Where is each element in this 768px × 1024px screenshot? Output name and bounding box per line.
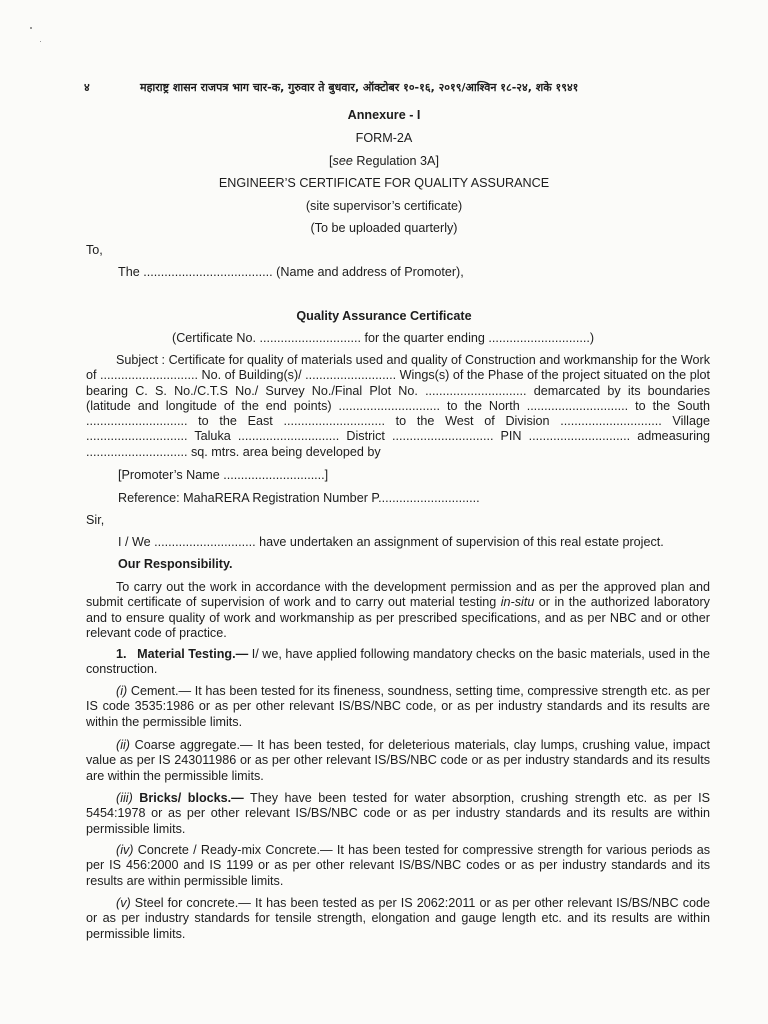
material-item-concrete: [86, 843, 710, 889]
responsibility-text-2: or in the authorized laboratory and to ensure quality of work and workmanship as per prescribed specifications, and as per NBC and or other relevant code of practice.: [86, 595, 710, 640]
assignment-line: I / We ............................. have undertaken an assignment of supervision of this real estate project.: [118, 535, 664, 549]
annexure-title: Annexure - I: [347, 108, 421, 122]
regulation-bracket: [: [329, 154, 333, 168]
item-number: (i): [116, 684, 128, 698]
regulation-text: Regulation 3A]: [352, 154, 439, 168]
item-text: It has been tested for compressive strength for various periods as per IS 456:2000 and IS 1199 or as per other relevant IS/BS/NBC codes or as per industry standards and its results are within permissible limits.: [86, 843, 710, 888]
responsibility-text-1: To carry out the work in accordance with the development permission and as per the approved plan and submit certificate of supervision of work and to carry out material testing: [86, 580, 710, 610]
material-heading: Material Testing.—: [137, 647, 249, 661]
item-text: It has been tested as per IS 2062:2011 or as per other relevant IS/BS/NBC code or as per industry standards for tensile strength, elongation and gauge length etc. and its results are within permissible limits.: [86, 896, 711, 941]
scan-speck: [30, 27, 32, 29]
qa-certificate-title: Quality Assurance Certificate: [296, 309, 472, 323]
gazette-line: महाराष्ट्र शासन राजपत्र भाग चार-क, गुरुवार ते बुधवार, ऑक्टोबर १०-१६, २०१९/आश्विन १८-२४, शके १९४१: [140, 81, 579, 94]
salutation: Sir,: [86, 513, 105, 527]
certificate-subheading: (site supervisor’s certificate): [305, 199, 463, 213]
item-number: (ii): [116, 738, 130, 752]
registration-reference: Reference: MahaRERA Registration Number P.............................: [118, 491, 480, 505]
item-text: They have been tested for water absorption, crushing strength etc. as per IS 5454:1978 or as per other relevant IS/BS/NBC code or as per industry standards and its results are within permissible limits.: [86, 791, 711, 836]
addressee-to: To,: [86, 243, 103, 257]
regulation-reference: [0, 154, 768, 169]
page-number: ४: [84, 81, 90, 94]
form-number: FORM-2A: [355, 131, 413, 145]
item-number: (iii): [116, 791, 133, 805]
subject-paragraph: Subject : Certificate for quality of materials used and quality of Construction and workmanship for the Work of ............................ No. of Building(s)/ .......................... Wings(s) of the Phase of the project situated on the plot bearing C. S. No./C.T.S No./ Survey No./Final Plot No. ............................. demarcated by its boundaries (latitude and longitude of the end points) ............................. to the North ............................. to the South ............................. to the East ............................. to the West of Division ............................. Village ............................. Taluka ............................. District ............................. PIN ............................. admeasuring ............................. sq. mtrs. area being developed by: [86, 353, 710, 459]
item-number: (iv): [116, 843, 134, 857]
material-testing-paragraph: [86, 647, 710, 678]
material-text: I/ we, have applied following mandatory checks on the basic materials, used in the construction.: [86, 647, 711, 677]
item-text: It has been tested for its fineness, soundness, setting time, compressive strength etc. as per IS code 3535:1986 or as per other relevant IS/BS/NBC code, or as per industry standards and its results are within the permissible limits.: [86, 684, 710, 729]
promoter-name-line: [Promoter’s Name .............................]: [118, 468, 329, 482]
item-text: It has been tested, for deleterious materials, clay lumps, crushing value, impact value as per IS 243011986 or as per other relevant IS/BS/NBC code or as per industry standards and its results are within the permissible limits.: [86, 738, 710, 783]
item-label: Steel for concrete.—: [130, 896, 251, 910]
responsibility-paragraph: [86, 580, 710, 641]
certificate-heading: ENGINEER’S CERTIFICATE FOR QUALITY ASSURANCE: [218, 176, 550, 190]
certificate-number-line: (Certificate No. ............................. for the quarter ending .............................): [172, 331, 595, 345]
scan-speck: [40, 41, 41, 42]
material-item-coarse-aggregate: [86, 738, 710, 784]
material-item-steel: [86, 896, 710, 942]
item-number: (v): [116, 896, 131, 910]
gazette-header: [84, 80, 684, 95]
material-number: 1.: [116, 647, 127, 661]
upload-note: (To be uploaded quarterly): [310, 221, 458, 235]
item-label: Bricks/ blocks.—: [132, 791, 244, 805]
item-label: Coarse aggregate.—: [129, 738, 253, 752]
material-item-bricks: [86, 791, 710, 837]
promoter-line: The ..................................... (Name and address of Promoter),: [118, 265, 464, 279]
responsibility-heading: Our Responsibility.: [118, 557, 233, 571]
material-item-cement: [86, 684, 710, 730]
regulation-see: see: [332, 154, 353, 168]
in-situ-text: in-situ: [500, 595, 535, 610]
item-label: Cement.—: [127, 684, 192, 698]
item-label: Concrete / Ready-mix Concrete.—: [133, 843, 333, 857]
